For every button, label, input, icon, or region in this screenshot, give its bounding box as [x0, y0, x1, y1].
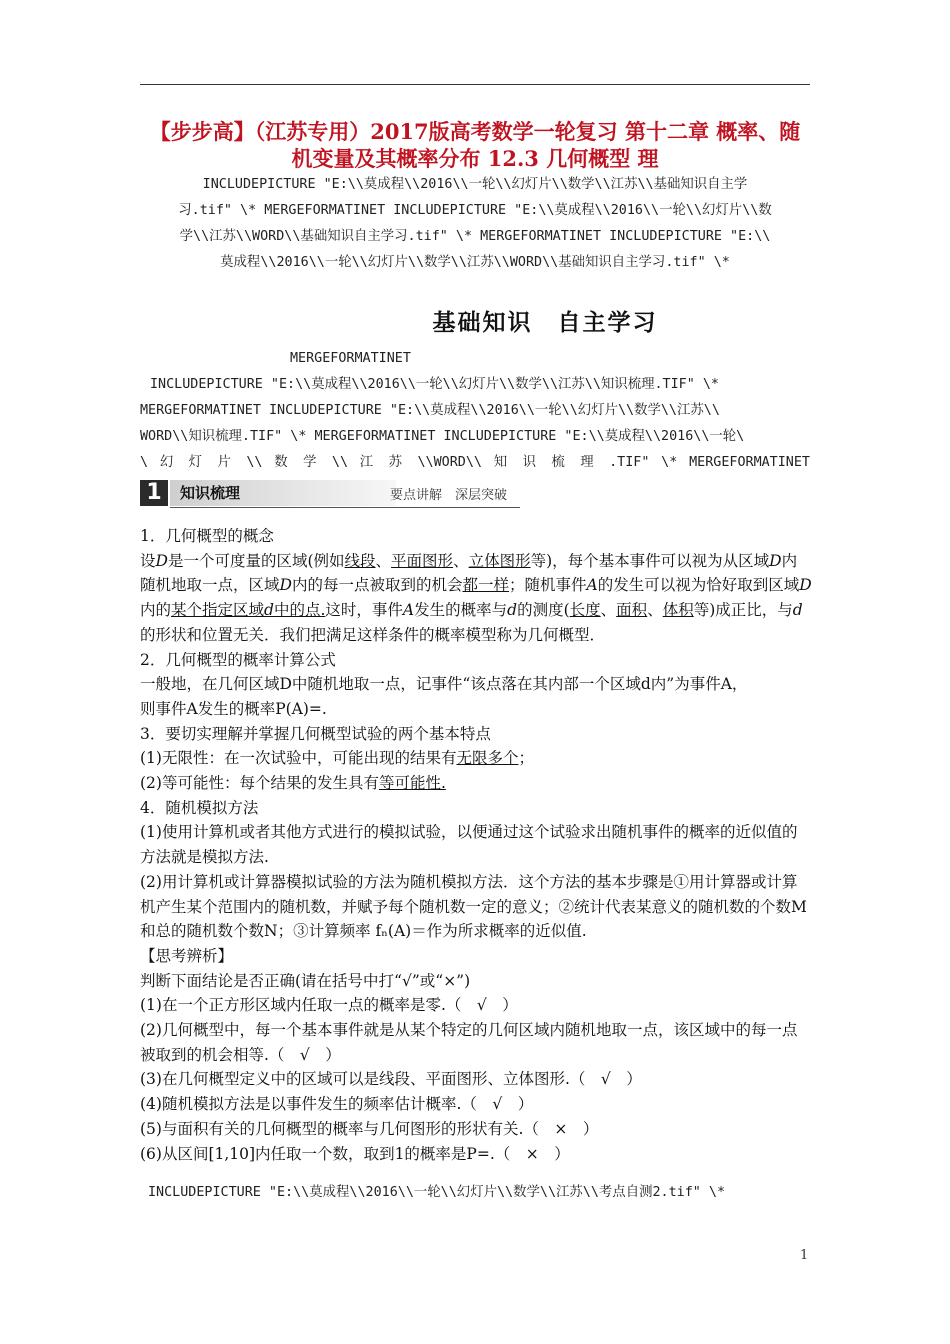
field-code-line: \ 幻 灯 片 \\ 数 学 \\ 江 苏 \\WORD\\ 知 识 梳 理 .TIF" \* MERGEFORMATINET	[140, 455, 810, 470]
think-item: (4)随机模拟方法是以事件发生的频率估计概率.（ √ ）	[140, 1095, 534, 1114]
section-1-heading: 1．几何概型的概念	[140, 527, 274, 545]
section-2-line: 则事件A发生的概率P(A)=.	[140, 699, 327, 718]
field-code-line: 莫成程\\2016\\一轮\\幻灯片\\数学\\江苏\\WORD\\基础知识自主学习.tif" \*	[220, 255, 730, 270]
field-code-line: INCLUDEPICTURE "E:\\莫成程\\2016\\一轮\\幻灯片\\数学\\江苏\\基础知识自主学	[202, 177, 748, 192]
section-1-paragraph: 设D是一个可度量的区域(例如线段、平面图形、立体图形等)，每个基本事件可以视为从区域D内随机地取一点，区域D内的每一点被取到的机会都一样；随机事件A的发生可以视为恰好取到区域D内的某个指定区域d中的点.这时，事件A发生的概率与d的测度(长度、面积、体积等)成正比，与d的形状和位置无关．我们把满足这样条件的概率模型称为几何概型．	[140, 551, 812, 644]
field-code-line: INCLUDEPICTURE "E:\\莫成程\\2016\\一轮\\幻灯片\\数学\\江苏\\考点自测2.tif" \*	[148, 1185, 726, 1200]
document-title: 【步步高】（江苏专用）2017版高考数学一轮复习 第十二章 概率、随机变量及其概率分布 12.3 几何概型 理	[149, 119, 801, 171]
field-code-line: INCLUDEPICTURE "E:\\莫成程\\2016\\一轮\\幻灯片\\数学\\江苏\\知识梳理.TIF" \*	[150, 377, 719, 392]
think-item: (2)几何概型中，每一个基本事件就是从某个特定的几何区域内随机地取一点，该区域中的每一点被取到的机会相等.（ √ ）	[140, 1021, 798, 1064]
think-item: (6)从区间[1,10]内任取一个数，取到1的概率是P=.（ × ）	[140, 1144, 570, 1163]
main-content	[140, 524, 812, 1166]
field-code-line: 习.tif" \* MERGEFORMATINET INCLUDEPICTURE "E:\\莫成程\\2016\\一轮\\幻灯片\\数	[178, 203, 772, 218]
page-number: 1	[800, 1248, 809, 1263]
field-code-line: 学\\江苏\\WORD\\基础知识自主学习.tif" \* MERGEFORMATINET INCLUDEPICTURE "E:\\	[179, 229, 771, 244]
header-rule	[140, 84, 810, 85]
think-item: (5)与面积有关的几何概型的概率与几何图形的形状有关.（ × ）	[140, 1119, 599, 1138]
section-4-heading: 4．随机模拟方法	[140, 798, 259, 817]
section-3-item: (2)等可能性：每个结果的发生具有等可能性.	[140, 774, 446, 793]
think-intro: 判断下面结论是否正确(请在括号中打“√”或“×”)	[140, 971, 471, 990]
field-code-line: MERGEFORMATINET INCLUDEPICTURE "E:\\莫成程\\2016\\一轮\\幻灯片\\数学\\江苏\\	[140, 403, 720, 418]
knowledge-banner	[140, 478, 520, 510]
field-code-line: MERGEFORMATINET	[290, 351, 411, 366]
section-3-heading: 3．要切实理解并掌握几何概型试验的两个基本特点	[140, 724, 491, 743]
section-2-line: 一般地，在几何区域D中随机地取一点，记事件“该点落在其内部一个区域d内”为事件A，	[140, 675, 748, 694]
think-item: (3)在几何概型定义中的区域可以是线段、平面图形、立体图形.（ √ ）	[140, 1070, 642, 1089]
section-2-heading: 2．几何概型的概率计算公式	[140, 650, 336, 669]
section-4-paragraph: (2)用计算机或计算器模拟试验的方法为随机模拟方法．这个方法的基本步骤是①用计算器或计算机产生某个范围内的随机数，并赋予每个随机数一定的意义；②统计代表某意义的随机数的个数M和总的随机数个数N；③计算频率 fₙ(A)＝作为所求概率的近似值.	[140, 872, 807, 941]
section-3-item: (1)无限性：在一次试验中，可能出现的结果有无限多个；	[140, 749, 534, 768]
field-code-line: WORD\\知识梳理.TIF" \* MERGEFORMATINET INCLUDEPICTURE "E:\\莫成程\\2016\\一轮\	[140, 429, 745, 444]
think-heading: 【思考辨析】	[140, 946, 234, 965]
section-4-paragraph: (1)使用计算机或者其他方式进行的模拟试验，以便通过这个试验求出随机事件的概率的近似值的方法就是模拟方法.	[140, 823, 798, 867]
banner-number: 1	[140, 480, 168, 506]
banner-label: 知识梳理	[170, 480, 396, 506]
section-heading: 基础知识 自主学习	[432, 310, 658, 336]
think-item: (1)在一个正方形区域内任取一点的概率是零.（ √ ）	[140, 996, 518, 1015]
banner-subtitle: 要点讲解 深层突破	[390, 488, 508, 503]
banner-rule	[170, 507, 520, 508]
